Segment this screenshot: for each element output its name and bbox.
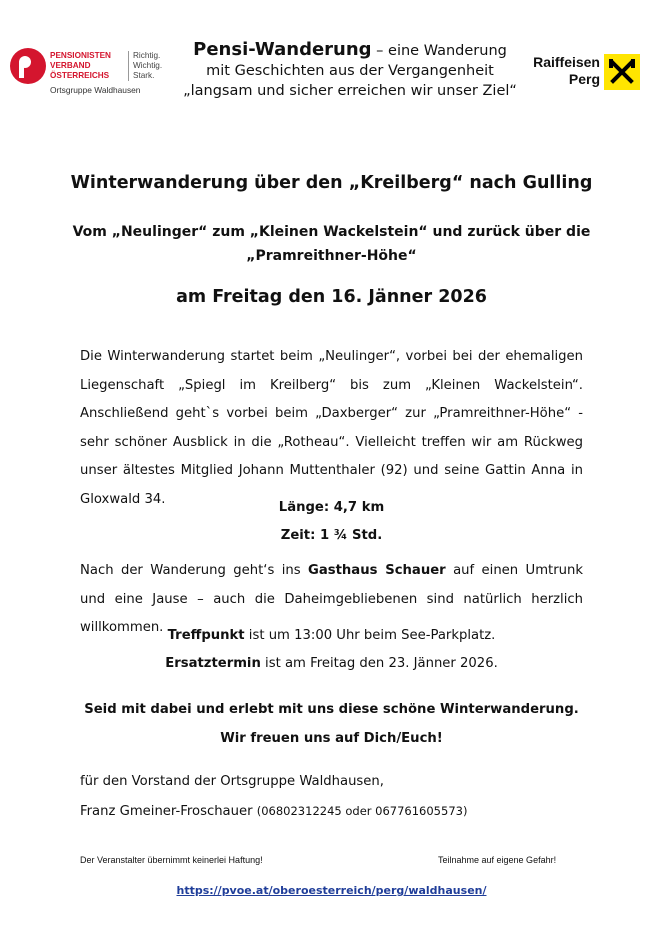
pvoe-group: Ortsgruppe Waldhausen (50, 85, 141, 95)
after-hike-text: Nach der Wanderung geht‘s ins Gasthaus Schauer auf einen Umtrunk und eine Jause – auch die Daheimgebliebenen sind natürlich herzlich willkommen. (80, 563, 583, 636)
header-line2: mit Geschichten aus der Vergangenheit (206, 63, 494, 79)
header-text (170, 40, 530, 101)
closing: Seid mit dabei und erlebt mit uns diese schöne Winterwanderung. Wir freuen uns auf Dich/Euch! (84, 702, 579, 746)
pvoe-name: PENSIONISTEN VERBAND ÖSTERREICHS (50, 51, 111, 80)
pvoe-logo (10, 48, 170, 98)
meeting-point: Treffpunkt ist um 13:00 Uhr beim See-Parkplatz. (167, 628, 496, 643)
pvoe-tagline: Richtig. Wichtig. Stark. (128, 51, 162, 81)
header-title: Pensi-Wanderung (193, 39, 372, 60)
pvoe-p-icon (10, 48, 46, 84)
signer-name: Franz Gmeiner-Froschauer (80, 803, 257, 819)
raiffeisen-giebelkreuz-icon (604, 54, 640, 90)
subtitle: Vom „Neulinger“ zum „Kleinen Wackelstein“ und zurück über die „Pramreithner-Höhe“ (72, 224, 591, 264)
website-link[interactable]: https://pvoe.at/oberoesterreich/perg/waldhausen/ (176, 884, 487, 897)
length-fact: Länge: 4,7 km (278, 500, 385, 515)
header-title-suffix: – eine Wanderung (371, 43, 507, 59)
raiffeisen-text: Raiffeisen Perg (533, 54, 600, 87)
disclaimer-risk: Teilnahme auf eigene Gefahr! (438, 855, 557, 865)
time-fact: Zeit: 1 ¾ Std. (280, 528, 383, 543)
description: Die Winterwanderung startet beim „Neulinger“, vorbei bei der ehemaligen Liegenschaft „Spiegl im Kreilberg“ bis zum „Kleinen Wackelstein“. Anschließend geht`s vorbei beim „Daxberger“ zur „Pramreithner-Höhe“ - sehr schöner Ausblick in die „Rotheau“. Vielleicht treffen wir am Rückweg unser ältestes Mitglied Johann Muttenthaler (92) und seine Gattin Anna in Gloxwald 34. (80, 349, 583, 507)
signer-phones: (06802312245 oder 067761605573) (256, 803, 468, 818)
alternate-date: Ersatztermin ist am Freitag den 23. Jänner 2026. (165, 656, 498, 671)
header-title-line (170, 40, 530, 61)
facts (0, 494, 663, 550)
raiffeisen-logo (528, 54, 648, 94)
disclaimer-liability: Der Veranstalter übernimmt keinerlei Haftung! (80, 855, 263, 865)
signature: für den Vorstand der Ortsgruppe Waldhausen, Franz Gmeiner-Froschauer (06802312245 oder 067761605573) (80, 774, 468, 819)
meeting-info (0, 622, 663, 678)
main-title: Winterwanderung über den „Kreilberg“ nach Gulling (70, 173, 593, 193)
gasthaus-name: Gasthaus Schauer (308, 563, 446, 578)
event-date: am Freitag den 16. Jänner 2026 (176, 287, 487, 307)
header-line3: „langsam und sicher erreichen wir unser Ziel“ (183, 83, 517, 99)
